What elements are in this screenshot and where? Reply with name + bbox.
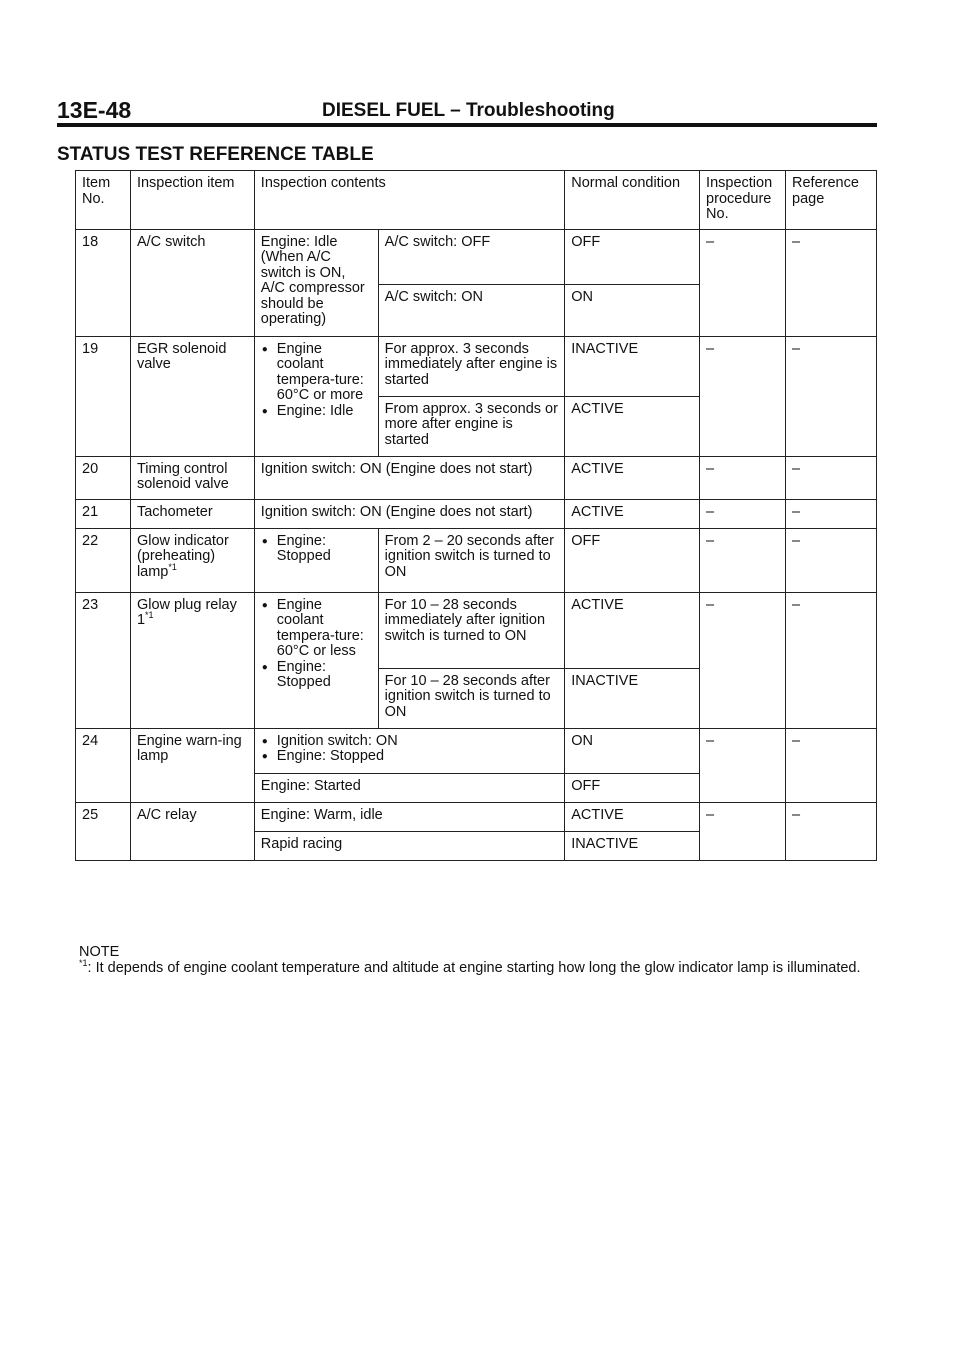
reference-page: –: [786, 336, 877, 456]
item-no: 23: [76, 592, 131, 728]
col-reference-page: Reference page: [786, 171, 877, 230]
procedure-no: –: [700, 336, 786, 456]
condition: Engine: Started: [254, 773, 564, 802]
item-no: 24: [76, 728, 131, 802]
item-no: 25: [76, 802, 131, 860]
page-title: DIESEL FUEL – Troubleshooting: [322, 100, 615, 121]
table-row: [76, 528, 877, 592]
sub-condition: From 2 – 20 seconds after ignition switch is turned to ON: [378, 528, 565, 592]
normal-condition: OFF: [565, 773, 700, 802]
procedure-no: –: [700, 499, 786, 528]
normal-condition: INACTIVE: [565, 831, 700, 860]
item-no: 21: [76, 499, 131, 528]
bullet-condition: ● Engine coolant tempera-ture: 60°C or less: [261, 598, 373, 660]
normal-condition: ON: [565, 284, 700, 336]
table-row: [76, 456, 877, 499]
bullet-condition: ● Engine: Idle: [261, 404, 373, 420]
sub-condition: From approx. 3 seconds or more after engine is started: [378, 396, 565, 456]
col-procedure-no: Inspection procedure No.: [700, 171, 786, 230]
bullet-condition: ● Engine: Stopped: [261, 660, 373, 691]
reference-page: –: [786, 456, 877, 499]
condition: Engine: Warm, idle: [254, 802, 564, 831]
procedure-no: –: [700, 592, 786, 728]
sub-condition: A/C switch: ON: [378, 284, 565, 336]
header-rule: [57, 123, 877, 127]
item-no: 20: [76, 456, 131, 499]
condition: [254, 728, 564, 773]
condition: Rapid racing: [254, 831, 564, 860]
reference-page: –: [786, 592, 877, 728]
reference-page: –: [786, 229, 877, 336]
condition: Ignition switch: ON (Engine does not start): [254, 499, 564, 528]
table-header-row: [76, 171, 877, 230]
note-label: NOTE: [79, 944, 120, 960]
note-block: [79, 944, 889, 976]
normal-condition: ACTIVE: [565, 396, 700, 456]
inspection-item: A/C relay: [130, 802, 254, 860]
normal-condition: OFF: [565, 528, 700, 592]
normal-condition: ACTIVE: [565, 499, 700, 528]
table-row: [76, 802, 877, 831]
footnote-ref: *1: [168, 561, 177, 572]
note-body: : It depends of engine coolant temperature and altitude at engine starting how long the glow indicator lamp is illuminated.: [87, 960, 861, 976]
table-title: STATUS TEST REFERENCE TABLE: [57, 144, 374, 165]
item-text: Glow plug relay 1: [136, 596, 237, 628]
bullet-condition: ● Ignition switch: ON: [261, 734, 559, 750]
col-normal-condition: Normal condition: [565, 171, 700, 230]
normal-condition: ACTIVE: [565, 456, 700, 499]
bullet-condition: ● Engine: Stopped: [261, 534, 373, 565]
footnote-marker: *1: [79, 958, 88, 969]
reference-page: –: [786, 499, 877, 528]
inspection-item: Timing control solenoid valve: [130, 456, 254, 499]
bullet-condition: ● Engine: Stopped: [261, 749, 559, 765]
page-number: 13E-48: [57, 97, 132, 123]
sub-condition: A/C switch: OFF: [378, 229, 565, 284]
inspection-item: EGR solenoid valve: [130, 336, 254, 456]
table-row: [76, 336, 877, 396]
bullet-condition: ● Engine coolant tempera-ture: 60°C or more: [261, 342, 373, 404]
procedure-no: –: [700, 528, 786, 592]
item-no: 22: [76, 528, 131, 592]
normal-condition: ON: [565, 728, 700, 773]
procedure-no: –: [700, 456, 786, 499]
normal-condition: ACTIVE: [565, 802, 700, 831]
table-row: [76, 499, 877, 528]
footnote-ref: *1: [145, 610, 154, 621]
condition: Ignition switch: ON (Engine does not start): [254, 456, 564, 499]
inspection-item: A/C switch: [130, 229, 254, 336]
reference-page: –: [786, 528, 877, 592]
sub-condition: For 10 – 28 seconds after ignition switch is turned to ON: [378, 668, 565, 728]
reference-page: –: [786, 728, 877, 802]
condition: [254, 336, 378, 456]
status-test-table: [75, 170, 877, 861]
inspection-item: Engine warn-ing lamp: [130, 728, 254, 802]
normal-condition: INACTIVE: [565, 668, 700, 728]
item-no: 18: [76, 229, 131, 336]
condition: [254, 528, 378, 592]
item-no: 19: [76, 336, 131, 456]
normal-condition: ACTIVE: [565, 592, 700, 668]
procedure-no: –: [700, 802, 786, 860]
col-inspection-contents: Inspection contents: [254, 171, 564, 230]
sub-condition: For 10 – 28 seconds immediately after ignition switch is turned to ON: [378, 592, 565, 668]
inspection-item: Tachometer: [130, 499, 254, 528]
normal-condition: INACTIVE: [565, 336, 700, 396]
table-row: [76, 229, 877, 284]
table-row: [76, 728, 877, 773]
procedure-no: –: [700, 229, 786, 336]
item-text: Glow indicator (preheating) lamp: [136, 532, 229, 580]
sub-condition: For approx. 3 seconds immediately after engine is started: [378, 336, 565, 396]
condition: Engine: Idle (When A/C switch is ON, A/C compressor should be operating): [254, 229, 378, 336]
procedure-no: –: [700, 728, 786, 802]
table-row: [76, 592, 877, 668]
reference-page: –: [786, 802, 877, 860]
inspection-item: [130, 592, 254, 728]
col-item-no: Item No.: [76, 171, 131, 230]
inspection-item: [130, 528, 254, 592]
note-text: [79, 960, 889, 976]
normal-condition: OFF: [565, 229, 700, 284]
condition: [254, 592, 378, 728]
col-inspection-item: Inspection item: [130, 171, 254, 230]
